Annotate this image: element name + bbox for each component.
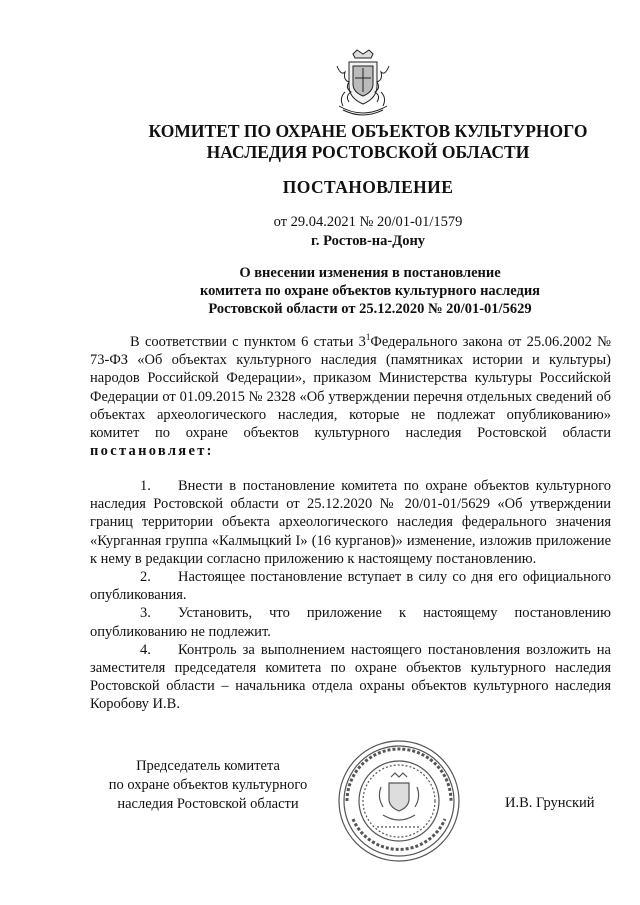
committee-line-2: НАСЛЕДИЯ РОСТОВСКОЙ ОБЛАСТИ xyxy=(206,142,530,162)
decides-word: постановляет: xyxy=(90,443,214,460)
item-number: 4. xyxy=(140,641,151,658)
document-city: г. Ростов-на-Дону xyxy=(310,233,426,249)
subject-line-1: О внесении изменения в постановление xyxy=(239,265,501,281)
committee-line-1: КОМИТЕТ ПО ОХРАНЕ ОБЪЕКТОВ КУЛЬТУРНОГО xyxy=(148,121,588,141)
resolution-item xyxy=(90,477,611,568)
position-line-3: наследия Ростовской области xyxy=(117,796,299,812)
coat-of-arms-icon xyxy=(331,48,395,122)
item-text: Контроль за выполнением настоящего постановления возложить на заместителя председателя комитета по охране объектов культурного наследия Ростовской области – начальника отдела охраны объектов культурного наследия Коробову И.В. xyxy=(90,641,611,713)
official-seal-icon xyxy=(337,739,461,863)
item-number: 1. xyxy=(140,478,151,494)
document-type: ПОСТАНОВЛЕНИЕ xyxy=(282,177,454,197)
item-text: Установить, что приложение к настоящему постановлению опубликованию не подлежит. xyxy=(90,605,611,640)
subject-line-3: Ростовской области от 25.12.2020 № 20/01-01/5629 xyxy=(208,301,532,317)
resolution-item xyxy=(90,641,611,714)
position-line-2: по охране объектов культурного xyxy=(108,777,308,793)
preamble-paragraph xyxy=(90,333,611,460)
subject-line-2: комитета по охране объектов культурного наследия xyxy=(199,283,541,299)
document-date-number: от 29.04.2021 № 20/01-01/1579 xyxy=(273,214,463,230)
item-number: 2. xyxy=(140,569,151,586)
item-text: Настоящее постановление вступает в силу со дня его официального опубликования. xyxy=(90,569,611,604)
item-number: 3. xyxy=(140,605,151,622)
signatory-name: И.В. Грунский xyxy=(505,795,595,811)
preamble-superscript: 1 xyxy=(365,332,371,343)
item-text: Внести в постановление комитета по охране объектов культурного наследия Ростовской области от 25.12.2020 № 20/01-01/5629 «Об утверждении границ территории объекта археологического наследия федерального значения «Курганная группа «Калмыцкий I» (16 курганов)» изменение, изложив приложение к нему в редакции согласно приложению к настоящему постановлению. xyxy=(90,478,611,567)
document-subject xyxy=(150,264,590,318)
resolution-item xyxy=(90,568,611,604)
preamble-text-2: Федерального закона от 25.06.2002 № 73-ФЗ «Об объектах культурного наследия (памятниках истории и культуры) народов Российской Федерации», приказом Министерства культуры Российской Федерации от 01.09.2015 № 2328 «Об утверждении перечня отдельных сведений об объектах археологического наследия, которые не подлежат опубликованию» комитет по охране объектов культурного наследия Ростовской области xyxy=(90,334,611,442)
resolution-item xyxy=(90,604,611,640)
signatory-position xyxy=(88,757,328,814)
preamble-text-1: В соответствии с пунктом 6 статьи 3 xyxy=(130,334,366,350)
position-line-1: Председатель комитета xyxy=(136,758,280,774)
committee-heading xyxy=(88,121,640,163)
resolution-items xyxy=(90,477,611,714)
